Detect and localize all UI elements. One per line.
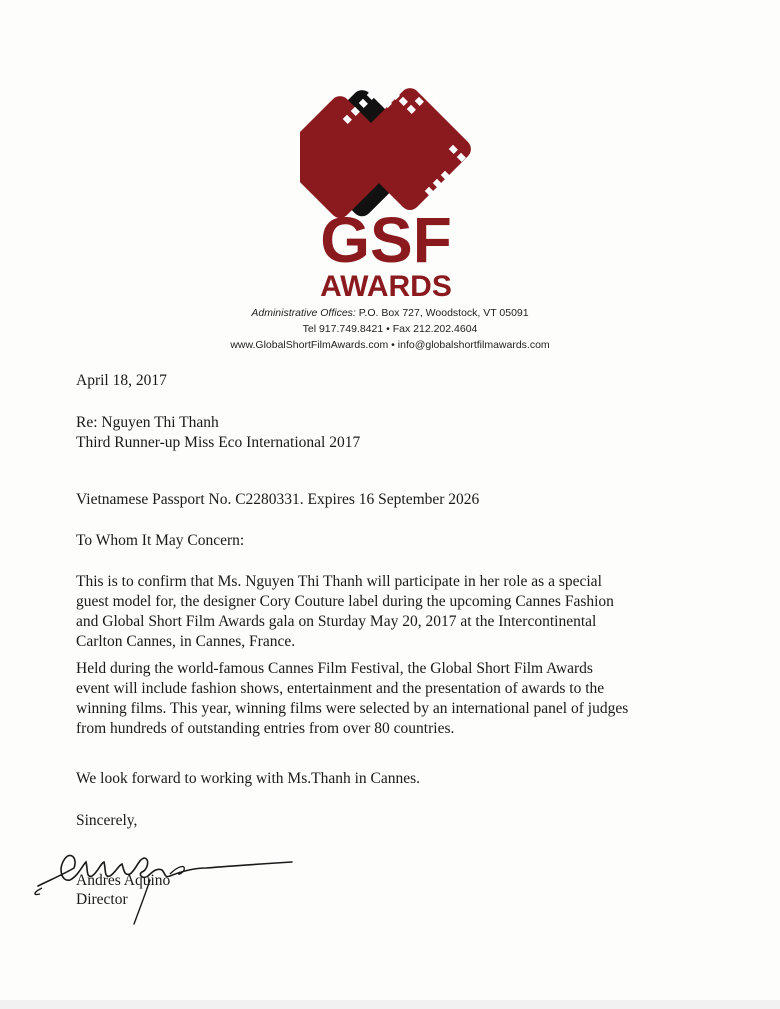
scan-bottom-edge (0, 1000, 780, 1009)
paragraph-closing-remark: We look forward to working with Ms.Thanh in Cannes. (76, 770, 421, 787)
offices-address: P.O. Box 727, Woodstock, VT 05091 (355, 307, 529, 319)
logo-letters-text: GSF (320, 204, 452, 276)
handwritten-signature (30, 830, 320, 930)
paragraph-line: from hundreds of outstanding entries from over 80 countries. (76, 720, 455, 737)
contact-phone-line (100, 323, 680, 335)
contact-offices-line (100, 307, 680, 319)
signer-title: Director (76, 891, 128, 908)
passport-line: Vietnamese Passport No. C2280331. Expires 16 September 2026 (76, 491, 480, 508)
signer-name: Andres Aquino (76, 872, 171, 889)
website-link[interactable]: www.GlobalShortFilmAwards.com (230, 339, 389, 351)
paragraph-confirmation (76, 572, 614, 652)
paragraph-line: guest model for, the designer Cory Couture label during the upcoming Cannes Fashion (76, 593, 614, 610)
tel-number: Tel 917.749.8421 (302, 323, 384, 335)
separator: • (383, 323, 393, 335)
paragraph-line: Held during the world-famous Cannes Film Festival, the Global Short Film Awards (76, 660, 593, 677)
re-line-title: Third Runner-up Miss Eco International 2017 (76, 434, 361, 451)
offices-label: Administrative Offices: (251, 307, 356, 319)
separator: • (388, 339, 398, 351)
paragraph-line: and Global Short Film Awards gala on Sturday May 20, 2017 at the Intercontinental (76, 613, 597, 630)
letter-date: April 18, 2017 (76, 372, 167, 389)
re-line-name: Re: Nguyen Thi Thanh (76, 414, 219, 431)
closing-sincerely: Sincerely, (76, 812, 138, 829)
email-link[interactable]: info@globalshortfilmawards.com (397, 339, 550, 351)
paragraph-line: winning films. This year, winning films were selected by an international panel of judges (76, 700, 629, 717)
contact-web-line (100, 339, 680, 351)
paragraph-line: Carlton Cannes, in Cannes, France. (76, 633, 296, 650)
paragraph-festival (76, 659, 628, 739)
logo-subtitle-text: AWARDS (320, 270, 452, 303)
fax-number: Fax 212.202.4604 (392, 323, 478, 335)
paragraph-line: event will include fashion shows, entertainment and the presentation of awards to the (76, 680, 605, 697)
paragraph-line: This is to confirm that Ms. Nguyen Thi Thanh will participate in her role as a special (76, 573, 602, 590)
gsf-awards-wordmark (316, 196, 456, 306)
salutation: To Whom It May Concern: (76, 532, 245, 549)
